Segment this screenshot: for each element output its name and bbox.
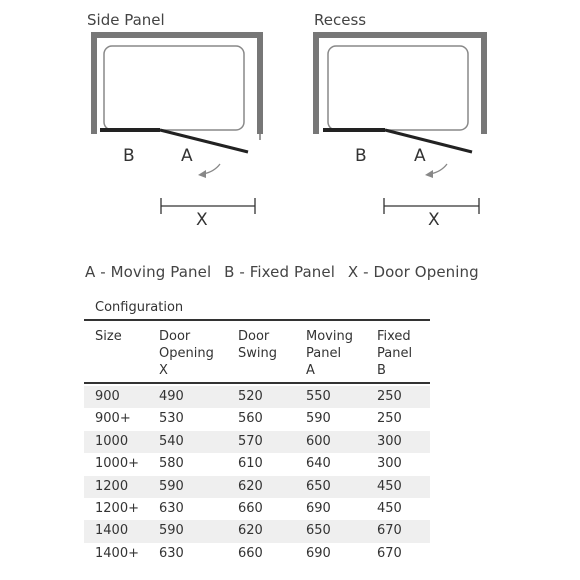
legend: [85, 263, 487, 281]
recess-arrowhead: [425, 170, 433, 178]
shower-diagrams: [0, 0, 580, 260]
table-body: [84, 386, 430, 565]
table-row: 1200+ 630 660 690 450: [95, 500, 402, 516]
header-size: Size: [95, 329, 122, 344]
recess-diagram: [314, 11, 484, 230]
table-row: 1400+ 630 660 690 670: [95, 545, 402, 561]
side-panel-arrowhead: [198, 170, 206, 178]
recess-label-x: X: [428, 210, 440, 230]
table-row: 900 490 520 550 250: [84, 386, 430, 408]
legend-fixed-panel: B - Fixed Panel: [224, 263, 335, 281]
table-row: 1000+ 580 610 640 300: [95, 456, 402, 472]
side-panel-label-x: X: [196, 210, 208, 230]
side-panel-title: Side Panel: [87, 11, 165, 29]
table-title: Configuration: [95, 300, 184, 315]
side-panel-label-a: A: [181, 146, 193, 166]
header-door-opening: Door Opening X: [159, 329, 214, 378]
side-panel-diagram: [87, 11, 260, 230]
recess-label-a: A: [414, 146, 426, 166]
recess-moving-panel: [385, 130, 472, 152]
legend-moving-panel: A - Moving Panel: [85, 263, 212, 281]
table-top-rule: [84, 319, 430, 321]
table-row: 900+ 530 560 590 250: [95, 411, 402, 427]
side-panel-moving-panel: [160, 130, 248, 152]
table-row: 1000 540 570 600 300: [84, 431, 430, 453]
side-panel-label-b: B: [123, 146, 135, 166]
header-fixed-panel: Fixed Panel B: [377, 329, 413, 378]
table-header-rule: [84, 382, 430, 384]
side-panel-walls: [94, 35, 260, 134]
table-row: 1200 590 620 650 450: [84, 476, 430, 498]
side-panel-tray: [104, 46, 244, 130]
table-row: 1400 590 620 650 670: [84, 520, 430, 542]
recess-walls: [316, 35, 484, 134]
header-moving-panel: Moving Panel A: [306, 329, 353, 378]
header-door-swing: Door Swing: [238, 329, 277, 361]
recess-label-b: B: [355, 146, 367, 166]
recess-title: Recess: [314, 11, 367, 29]
legend-door-opening: X - Door Opening: [347, 263, 479, 281]
recess-tray: [328, 46, 468, 130]
